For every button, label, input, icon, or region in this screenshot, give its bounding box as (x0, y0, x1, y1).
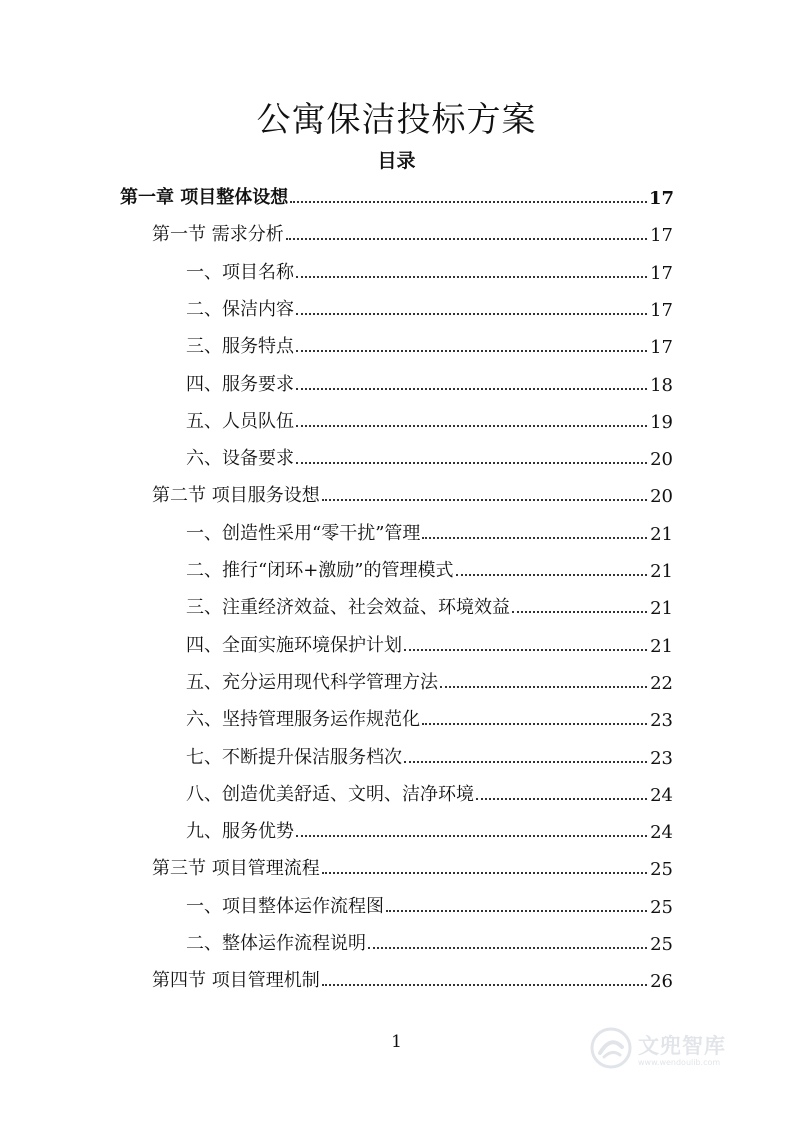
toc-subsection-entry[interactable] (186, 735, 673, 769)
toc-dot-leader (296, 350, 647, 352)
toc-entry-label: 四、全面实施环境保护计划 (186, 634, 402, 656)
toc-entry-label: 九、服务优势 (186, 821, 294, 843)
toc-entry-label: 第三节 项目管理流程 (152, 858, 320, 880)
wendou-logo-icon (590, 1027, 632, 1069)
watermark-url: www.wendoulib.com (638, 1057, 721, 1067)
toc-subsection-entry[interactable] (186, 623, 673, 657)
toc-entry-page: 26 (650, 971, 673, 993)
toc-entry-page: 20 (650, 486, 673, 508)
toc-entry-page: 17 (650, 225, 673, 247)
toc-entry-page: 17 (649, 188, 675, 209)
toc-subsection-entry[interactable] (186, 511, 673, 545)
toc-subsection-entry[interactable] (186, 697, 673, 731)
toc-dot-leader (404, 761, 647, 763)
toc-entry-page: 23 (650, 747, 673, 769)
toc-dot-leader (296, 276, 647, 278)
toc-entry-label: 三、注重经济效益、社会效益、环境效益 (186, 597, 510, 619)
toc-dot-leader (322, 984, 647, 986)
toc-dot-leader (512, 611, 647, 613)
toc-subsection-entry[interactable] (186, 362, 673, 396)
toc-dot-leader (286, 238, 647, 240)
toc-section-entry[interactable] (152, 846, 673, 880)
toc-chapter-entry[interactable] (120, 175, 673, 209)
toc-entry-page: 25 (650, 896, 673, 918)
toc-subsection-entry[interactable] (186, 436, 673, 470)
toc-subsection-entry[interactable] (186, 324, 673, 358)
toc-entry-label: 第四节 项目管理机制 (152, 970, 320, 992)
toc-entry-label: 八、创造优美舒适、文明、洁净环境 (186, 783, 474, 805)
toc-subsection-entry[interactable] (186, 772, 673, 806)
toc-entry-page: 23 (650, 710, 673, 732)
toc-dot-leader (296, 835, 647, 837)
toc-dot-leader (322, 499, 647, 501)
toc-subsection-entry[interactable] (186, 660, 673, 694)
toc-heading: 目录 (377, 150, 416, 172)
toc-section-entry[interactable] (152, 958, 673, 992)
toc-entry-label: 五、充分运用现代科学管理方法 (186, 671, 438, 693)
toc-subsection-entry[interactable] (186, 250, 673, 284)
toc-dot-leader (296, 388, 647, 390)
toc-entry-label: 六、设备要求 (186, 448, 294, 470)
toc-subsection-entry[interactable] (186, 921, 673, 955)
toc-entry-page: 20 (650, 449, 673, 471)
toc-section-entry[interactable] (152, 473, 673, 507)
toc-dot-leader (296, 462, 647, 464)
toc-dot-leader (476, 798, 647, 800)
toc-dot-leader (422, 723, 647, 725)
toc-entry-page: 25 (650, 859, 673, 881)
toc-entry-label: 第一章 项目整体设想 (120, 187, 289, 208)
toc-entry-label: 六、坚持管理服务运作规范化 (186, 709, 420, 731)
toc-subsection-entry[interactable] (186, 399, 673, 433)
toc-entry-label: 五、人员队伍 (186, 410, 294, 432)
toc-dot-leader (456, 574, 648, 576)
toc-entry-page: 17 (650, 337, 673, 359)
toc-entry-label: 一、创造性采用“零干扰”管理 (186, 522, 421, 544)
toc-entry-page: 17 (650, 262, 673, 284)
toc-subsection-entry[interactable] (186, 884, 673, 918)
toc-section-entry[interactable] (152, 212, 673, 246)
toc-entry-page: 21 (650, 523, 673, 545)
toc-dot-leader (404, 649, 647, 651)
toc-entry-label: 四、服务要求 (186, 373, 294, 395)
toc-entry-page: 21 (650, 598, 673, 620)
toc-entry-page: 19 (650, 411, 673, 433)
toc-entry-label: 一、项目名称 (186, 261, 294, 283)
toc-dot-leader (296, 313, 647, 315)
toc-entry-label: 二、保洁内容 (186, 298, 294, 320)
toc-dot-leader (322, 872, 647, 874)
toc-subsection-entry[interactable] (186, 287, 673, 321)
toc-dot-leader (386, 910, 647, 912)
document-title: 公寓保洁投标方案 (256, 100, 537, 140)
watermark-name: 文兜智库 (638, 1033, 726, 1058)
toc-entry-page: 21 (650, 635, 673, 657)
toc-dot-leader (290, 201, 647, 203)
toc-entry-page: 17 (650, 299, 673, 321)
toc-entry-page: 25 (650, 934, 673, 955)
toc-subsection-entry[interactable] (186, 809, 673, 843)
toc-entry-page: 22 (650, 672, 673, 694)
toc-entry-label: 二、推行“闭环+激励”的管理模式 (186, 560, 454, 581)
toc-entry-label: 七、不断提升保洁服务档次 (186, 746, 402, 768)
toc-dot-leader (296, 425, 647, 427)
toc-entry-page: 18 (650, 374, 673, 396)
watermark (590, 1024, 760, 1072)
toc-subsection-entry[interactable] (186, 548, 673, 582)
toc-entry-page: 24 (650, 784, 673, 806)
toc-dot-leader (440, 686, 647, 688)
toc-entry-label: 第一节 需求分析 (152, 224, 284, 246)
toc-entry-label: 第二节 项目服务设想 (152, 485, 320, 507)
toc-entry-label: 二、整体运作流程说明 (186, 933, 366, 954)
toc-entry-page: 21 (650, 561, 673, 582)
toc-dot-leader (368, 947, 647, 949)
toc-entry-label: 三、服务特点 (186, 336, 294, 358)
toc-entry-label: 一、项目整体运作流程图 (186, 895, 384, 917)
toc-entry-page: 24 (650, 822, 673, 844)
toc-dot-leader (422, 537, 647, 539)
toc-subsection-entry[interactable] (186, 585, 673, 619)
page-number: 1 (391, 1032, 402, 1052)
